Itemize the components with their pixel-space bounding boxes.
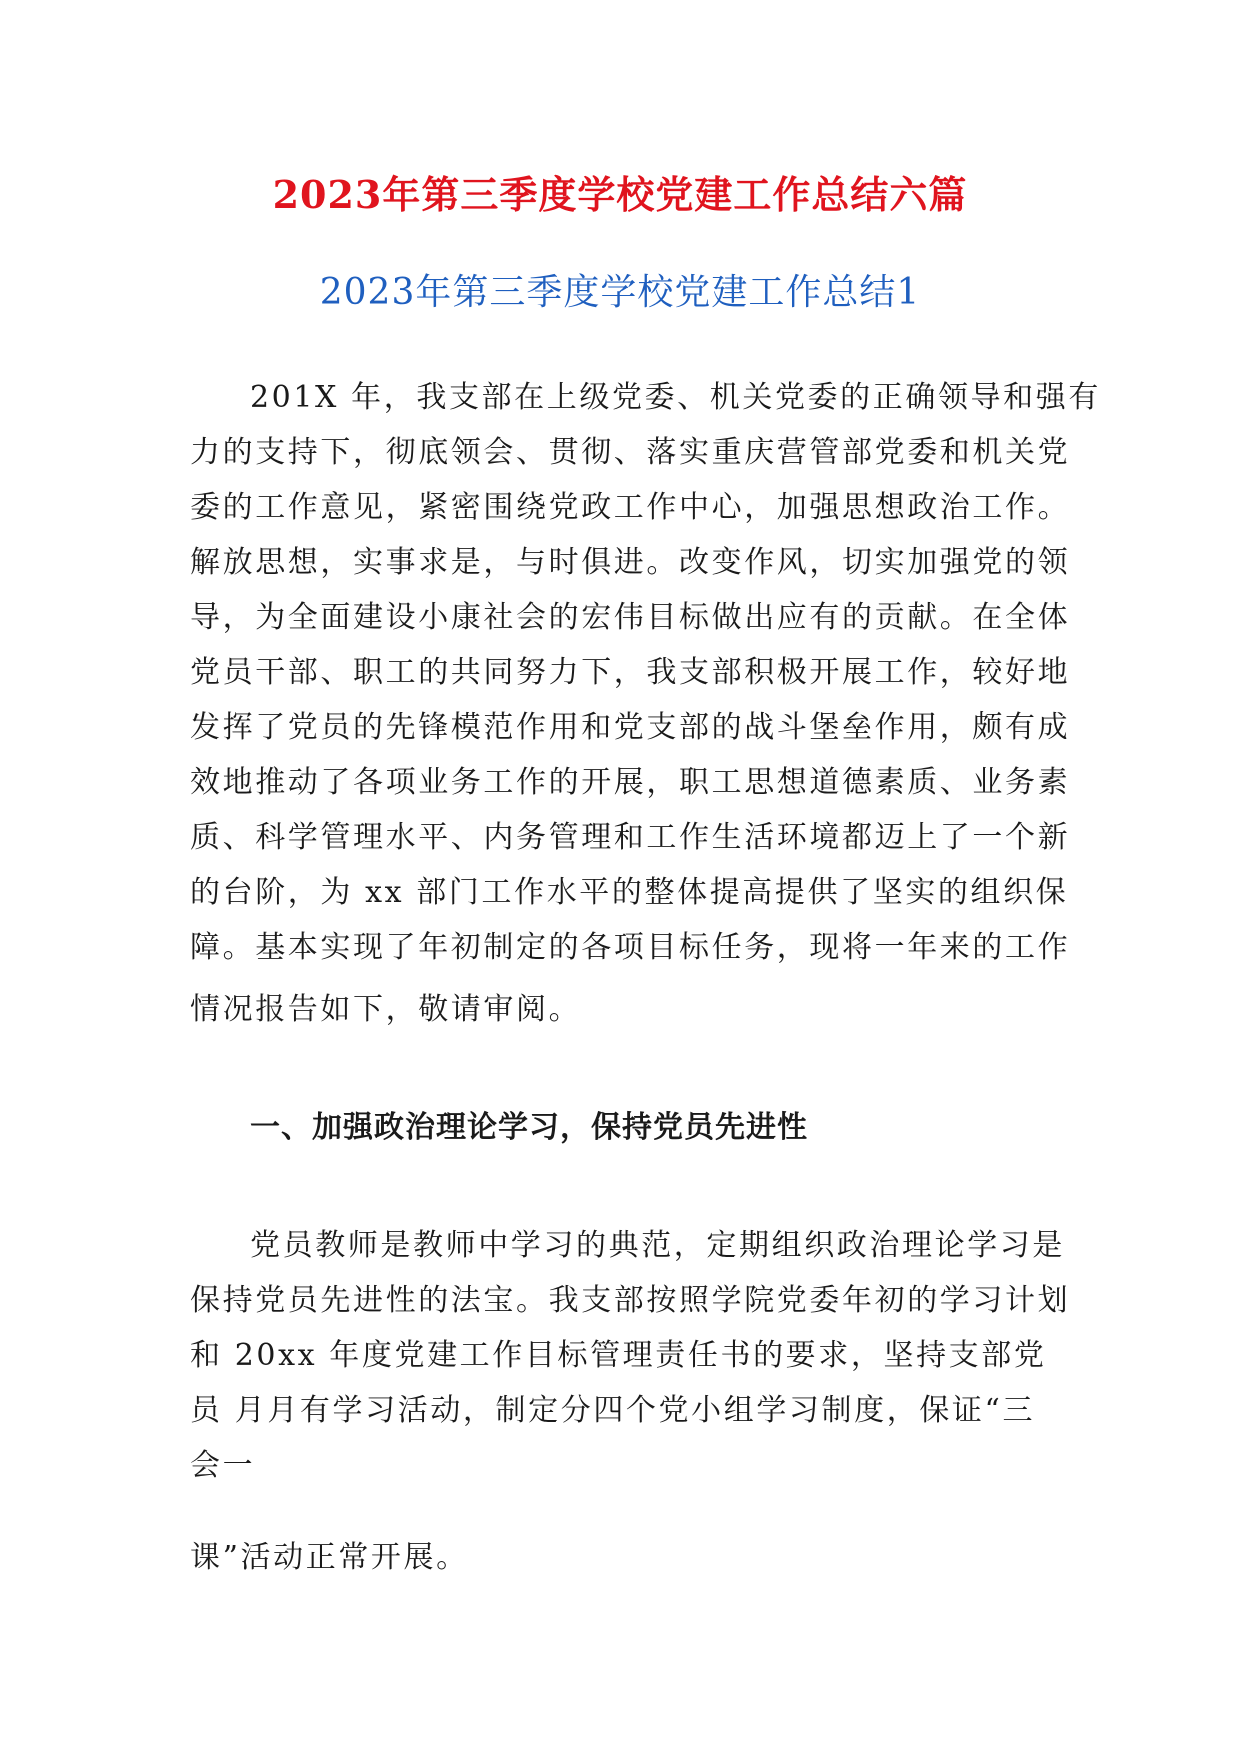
- section-line: 保持党员先进性的法宝。我支部按照学院党委年初的学习计划: [190, 1283, 1071, 1318]
- intro-line: 情况报告如下，敬请审阅。: [190, 992, 582, 1027]
- section-line: 员 月月有学习活动，制定分四个党小组学习制度，保证“三: [190, 1393, 1036, 1428]
- intro-line: 力的支持下，彻底领会、贯彻、落实重庆营管部党委和机关党: [190, 435, 1071, 470]
- intro-line: 质、科学管理水平、内务管理和工作生活环境都迈上了一个新: [190, 820, 1071, 855]
- section-line: 党员教师是教师中学习的典范，定期组织政治理论学习是: [250, 1228, 1065, 1263]
- intro-line: 党员干部、职工的共同努力下，我支部积极开展工作，较好地: [190, 655, 1071, 690]
- section-line: 和 20xx 年度党建工作目标管理责任书的要求，坚持支部党: [190, 1338, 1047, 1373]
- section-line: 课”活动正常开展。: [190, 1540, 469, 1575]
- intro-line: 导，为全面建设小康社会的宏伟目标做出应有的贡献。在全体: [190, 600, 1071, 635]
- intro-line: 效地推动了各项业务工作的开展，职工思想道德素质、业务素: [190, 765, 1071, 800]
- document-subtitle: 2023年第三季度学校党建工作总结1: [319, 272, 921, 313]
- document-title: 2023年第三季度学校党建工作总结六篇: [272, 172, 968, 217]
- section-heading: 一、加强政治理论学习，保持党员先进性: [250, 1110, 808, 1145]
- section-line: 会一: [190, 1448, 256, 1483]
- intro-line: 的台阶，为 xx 部门工作水平的整体提高提供了坚实的组织保: [190, 875, 1069, 910]
- intro-line: 发挥了党员的先锋模范作用和党支部的战斗堡垒作用，颇有成: [190, 710, 1071, 745]
- intro-line: 解放思想，实事求是，与时俱进。改变作风，切实加强党的领: [190, 545, 1071, 580]
- intro-line: 委的工作意见，紧密围绕党政工作中心，加强思想政治工作。: [190, 490, 1071, 525]
- intro-line: 障。基本实现了年初制定的各项目标任务，现将一年来的工作: [190, 930, 1071, 965]
- intro-line: 201X 年，我支部在上级党委、机关党委的正确领导和强有: [250, 380, 1101, 415]
